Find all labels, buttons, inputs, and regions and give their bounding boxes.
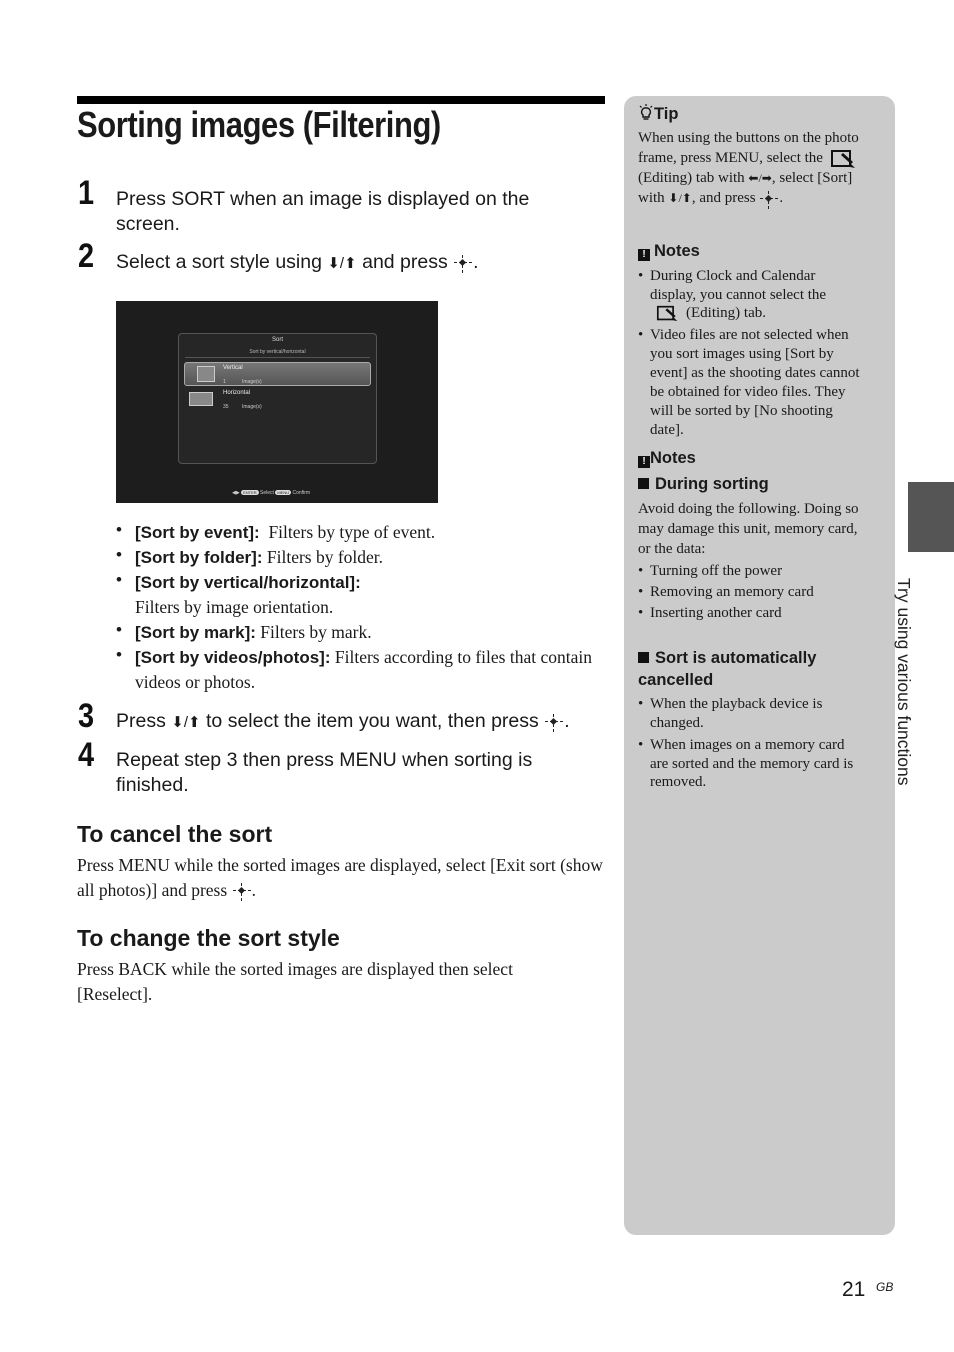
sort-option-label: Vertical	[223, 365, 243, 371]
list-item: Turning off the power	[650, 563, 783, 579]
step-4-text: Repeat step 3 then press MENU when sorting is finished.	[116, 749, 533, 796]
bullet: •	[116, 645, 122, 664]
list-item	[135, 545, 383, 570]
during-body-line: may damage this unit, memory card,	[638, 521, 858, 537]
sort-option-unit: Image(s)	[242, 404, 262, 410]
tip-line	[638, 148, 857, 169]
sort-dialog	[178, 333, 377, 464]
option-desc: Filters according to files that contain videos or photos.	[135, 647, 592, 692]
sort-option-count: 1	[223, 379, 226, 385]
step-2-text-after: and press	[362, 251, 448, 273]
page-number: 21	[842, 1278, 866, 1301]
horizontal-thumbnail	[189, 392, 213, 406]
note-line: date].	[650, 422, 684, 438]
sort-option-count: 35	[223, 404, 229, 410]
square-bullet-icon	[638, 478, 649, 489]
bullet: •	[116, 545, 122, 564]
bullet: •	[116, 520, 122, 539]
tip-line-text: with	[638, 190, 665, 206]
bullet: •	[638, 327, 644, 343]
notes-heading-text: Notes	[654, 242, 700, 260]
option-term: [Sort by event]:	[135, 523, 260, 542]
dialog-divider	[185, 357, 370, 358]
list-item: When the playback device is	[650, 696, 823, 712]
option-desc: Filters by type of event.	[268, 522, 436, 542]
notes-heading	[638, 449, 696, 468]
editing-tab-icon	[656, 305, 680, 322]
list-item: removed.	[650, 774, 707, 790]
tip-line: When using the buttons on the photo	[638, 130, 859, 146]
down-up-arrow-icon: ⬇/⬆	[668, 191, 692, 205]
footer-select: Select	[260, 490, 274, 496]
note-line: During Clock and Calendar	[650, 268, 816, 284]
option-desc: Filters by folder.	[266, 547, 384, 567]
bullet: •	[638, 605, 644, 621]
title-rule	[77, 96, 605, 104]
notes-heading-text: Notes	[650, 449, 696, 467]
cancel-body: Press MENU while the sorted images are displayed, select [Exit sort (show all photos)] and press .	[77, 855, 603, 900]
change-heading: To change the sort style	[77, 925, 340, 951]
enter-key-icon: ENTER	[243, 490, 257, 495]
note-icon: !	[638, 456, 650, 468]
change-body: Press BACK while the sorted images are displayed then select [Reselect].	[77, 959, 513, 1004]
section-tab	[908, 482, 954, 552]
cancel-heading: To cancel the sort	[77, 821, 273, 847]
bullet: •	[116, 570, 122, 589]
tip-line-text: frame, press MENU, select the	[638, 150, 823, 166]
bullet: •	[638, 563, 644, 579]
step-number-2: 2	[78, 237, 95, 275]
editing-tab-icon	[831, 149, 857, 169]
down-up-arrow-icon: ⬇/⬆	[171, 714, 201, 731]
list-item: Removing an memory card	[650, 584, 814, 600]
step-3-text-before: Press	[116, 710, 166, 732]
auto-heading-text: Sort is automatically	[655, 649, 817, 667]
screen-footer	[232, 490, 310, 496]
step-number-4: 4	[78, 736, 95, 774]
list-item	[135, 645, 597, 695]
sort-screen-image	[116, 301, 438, 503]
square-bullet-icon	[638, 652, 649, 663]
note-line-text: (Editing) tab.	[686, 305, 766, 321]
sort-dialog-title: Sort	[271, 337, 283, 343]
auto-cancel-heading	[638, 649, 816, 668]
tip-line-text: , and press	[691, 190, 756, 206]
option-desc: Filters by mark.	[260, 622, 372, 642]
footer-confirm: Confirm	[292, 490, 311, 496]
list-item	[135, 570, 361, 595]
list-item	[135, 620, 372, 645]
during-heading-text: During sorting	[655, 475, 769, 493]
list-item: Inserting another card	[650, 605, 782, 621]
nav-arrows-icon: ◀▶	[232, 490, 240, 496]
bullet: •	[116, 620, 122, 639]
note-line: display, you cannot select the	[650, 287, 827, 303]
down-up-arrow-icon: ⬇/⬆	[327, 255, 357, 272]
step-3-text-after: to select the item you want, then press	[206, 710, 539, 732]
during-body-line: or the data:	[638, 541, 706, 557]
step-number-3: 3	[78, 697, 95, 735]
bullet: •	[638, 696, 644, 712]
note-line: event] as the shooting dates cannot	[650, 365, 860, 381]
enter-button-icon	[232, 884, 252, 898]
step-2-text-before: Select a sort style using	[116, 251, 322, 273]
left-right-arrow-icon: ⬅/➡	[748, 171, 772, 185]
bullet: •	[638, 737, 644, 753]
notes-heading	[638, 242, 700, 261]
tip-line-text: (Editing) tab with	[638, 170, 745, 186]
list-item: changed.	[650, 715, 704, 731]
tip-heading	[638, 104, 678, 124]
section-label: Try using various functions	[894, 578, 914, 786]
sort-option-unit: Image(s)	[242, 379, 262, 385]
note-icon: !	[638, 249, 650, 261]
vertical-thumbnail	[197, 366, 215, 382]
during-sorting-heading	[638, 475, 769, 494]
enter-button-icon	[544, 715, 564, 729]
bullet: •	[638, 268, 644, 284]
page-suffix: GB	[876, 1280, 894, 1294]
tip-line-text: , select [Sort]	[771, 170, 853, 186]
step-number-1: 1	[78, 174, 95, 212]
menu-key-icon: MENU	[277, 490, 290, 495]
enter-button-icon	[759, 192, 779, 206]
during-body-line: Avoid doing the following. Doing so	[638, 501, 859, 517]
note-line	[650, 303, 766, 323]
option-term: [Sort by vertical/horizontal]:	[135, 573, 361, 592]
list-item: are sorted and the memory card is	[650, 756, 854, 772]
auto-cancel-heading-line2: cancelled	[638, 671, 714, 689]
option-desc: Filters by image orientation.	[135, 597, 334, 617]
option-term: [Sort by mark]:	[135, 623, 256, 642]
note-line: will be sorted by [No shooting	[650, 403, 833, 419]
note-line: you sort images using [Sort by	[650, 346, 834, 362]
step-2-text: Select a sort style using ⬇/⬆ and press .	[116, 251, 479, 273]
page-title: Sorting images (Filtering)	[77, 104, 441, 145]
list-item	[135, 520, 435, 545]
note-line: be obtained for video files. They	[650, 384, 846, 400]
list-item: When images on a memory card	[650, 737, 845, 753]
tip-heading-text: Tip	[654, 105, 679, 123]
note-line: Video files are not selected when	[650, 327, 849, 343]
cancel-body-text: Press MENU while the sorted images are displayed, select [Exit sort (show all photos)] and press	[77, 855, 603, 900]
option-term: [Sort by videos/photos]:	[135, 648, 331, 667]
lightbulb-icon	[638, 104, 654, 121]
option-term: [Sort by folder]:	[135, 548, 263, 567]
sort-option-label: Horizontal	[223, 390, 251, 396]
bullet: •	[638, 584, 644, 600]
tip-line	[638, 168, 852, 188]
step-1-text: Press SORT when an image is displayed on the screen.	[116, 188, 530, 235]
step-3-text: Press ⬇/⬆ to select the item you want, then press .	[116, 710, 570, 732]
sort-dialog-subtitle: Sort by vertical/horizontal	[249, 349, 306, 355]
enter-button-icon	[453, 256, 473, 270]
tip-line: with ⬇/⬆, and press .	[638, 188, 783, 208]
